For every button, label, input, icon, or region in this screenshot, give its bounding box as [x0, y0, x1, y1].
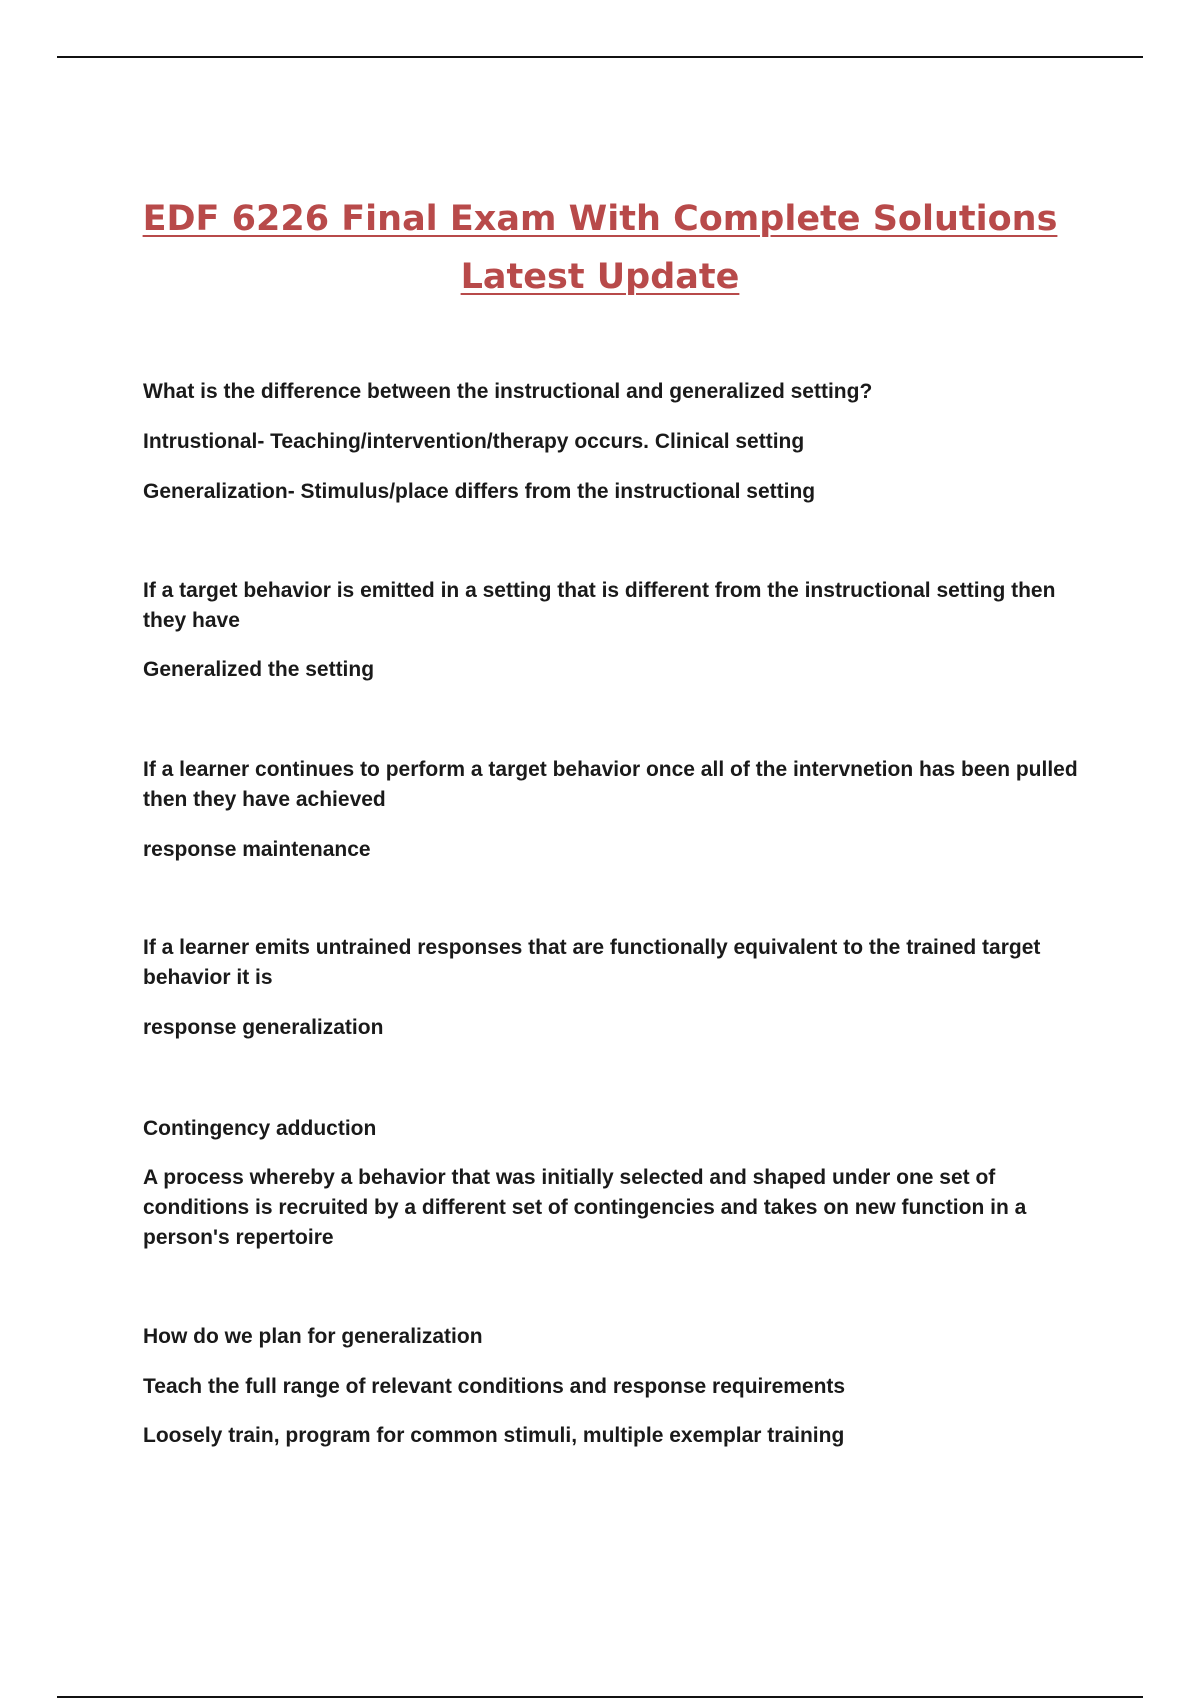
question-2: If a target behavior is emitted in a setting that is different from the instructional setting then they have — [143, 579, 1056, 632]
question-3: If a learner continues to perform a target behavior once all of the intervnetion has been pulled then they have achieved — [143, 758, 1078, 811]
question-6: How do we plan for generalization — [143, 1325, 483, 1348]
answer-6a: Teach the full range of relevant conditions and response requirements — [143, 1375, 846, 1398]
top-rule — [57, 56, 1143, 58]
answer-1b: Generalization- Stimulus/place differs from the instructional setting — [143, 480, 816, 503]
document-title — [57, 190, 1143, 306]
answer-1a: Intrustional- Teaching/intervention/therapy occurs. Clinical setting — [143, 430, 805, 453]
answer-4: response generalization — [143, 1016, 384, 1039]
title-line-1: EDF 6226 Final Exam With Complete Solutions — [142, 199, 1058, 239]
question-1: What is the difference between the instructional and generalized setting? — [143, 380, 873, 403]
answer-2: Generalized the setting — [143, 658, 375, 681]
title-line-2: Latest Update — [460, 257, 740, 297]
question-4: If a learner emits untrained responses that are functionally equivalent to the trained target behavior it is — [143, 936, 1041, 989]
answer-5: A process whereby a behavior that was initially selected and shaped under one set of conditions is recruited by a different set of contingencies and takes on new function in a person's repertoire — [143, 1166, 1027, 1249]
question-5: Contingency adduction — [143, 1117, 377, 1140]
bottom-rule — [57, 1696, 1143, 1698]
answer-3: response maintenance — [143, 838, 371, 861]
answer-6b: Loosely train, program for common stimuli, multiple exemplar training — [143, 1424, 845, 1447]
